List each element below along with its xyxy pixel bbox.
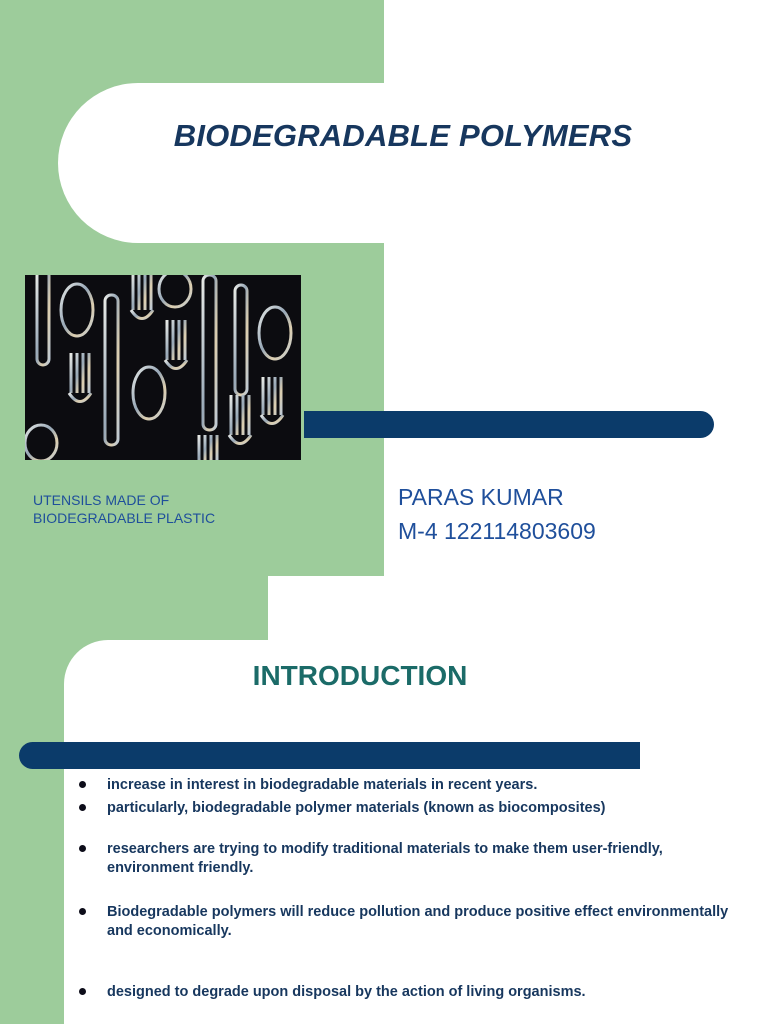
slide2-accent-bar: [19, 742, 640, 769]
author-block: [398, 480, 596, 548]
author-name: PARAS KUMAR: [398, 484, 564, 510]
bullet-item: researchers are trying to modify traditional materials to make them user-friendly, environment friendly.: [78, 840, 748, 877]
utensils-photo: [25, 275, 301, 460]
slide1-title-panel: [58, 83, 768, 243]
bullet-item: Biodegradable polymers will reduce pollution and produce positive effect environmentally and economically.: [78, 903, 748, 940]
slide2-green-strip: [0, 576, 64, 1024]
utensils-illustration: [25, 275, 301, 460]
image-caption-line-2: BIODEGRADABLE PLASTIC: [33, 510, 216, 526]
slide1-accent-bar: [304, 411, 714, 438]
section-title: INTRODUCTION: [252, 660, 468, 691]
bullet-item: particularly, biodegradable polymer materials (known as biocomposites): [78, 799, 748, 818]
author-id: M-4 122114803609: [398, 518, 596, 544]
bullet-item: designed to degrade upon disposal by the action of living organisms.: [78, 983, 748, 1002]
image-caption: [33, 491, 283, 527]
bullet-list: [78, 776, 748, 1002]
image-caption-line-1: UTENSILS MADE OF: [33, 492, 170, 508]
bullet-item: increase in interest in biodegradable materials in recent years.: [78, 776, 748, 795]
slide-title: BIODEGRADABLE POLYMERS: [173, 118, 633, 153]
